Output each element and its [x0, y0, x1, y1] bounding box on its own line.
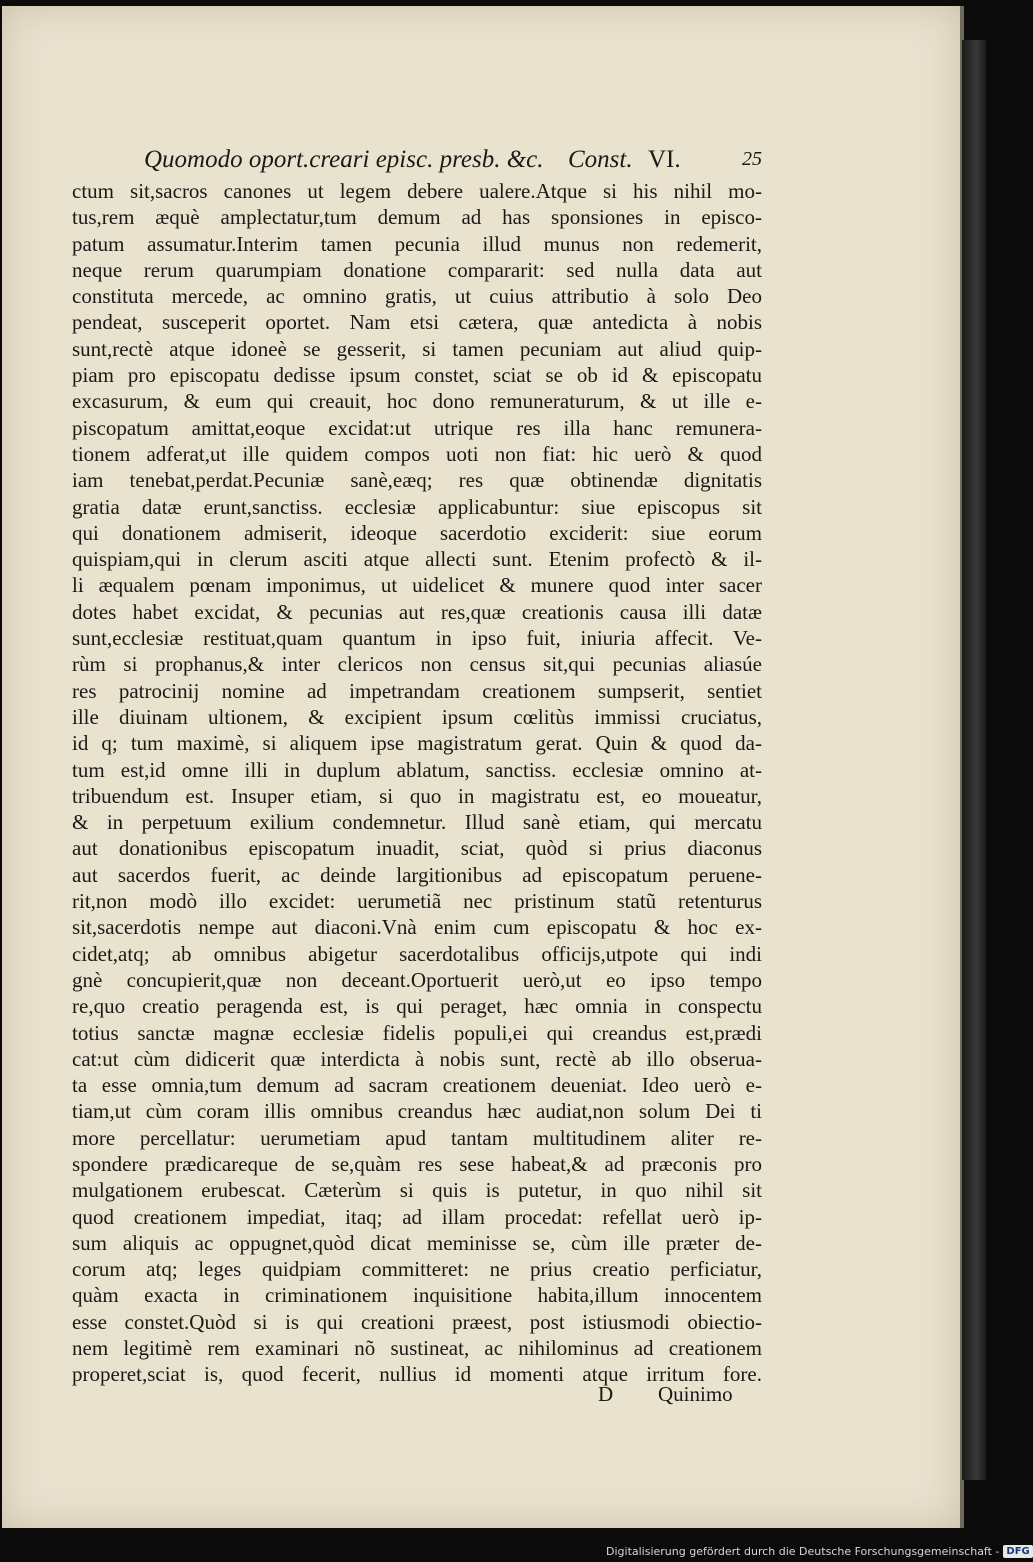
- text-line: qui donationem admiserit, ideoque sacerdotio exciderit: siue eorum: [72, 520, 762, 545]
- catchword: Quinimo: [658, 1382, 733, 1406]
- text-line: sit,sacerdotis nempe aut diaconi.Vnà enim cum episcopatu & hoc ex-: [72, 915, 762, 940]
- text-line: tus,rem æquè amplectatur,tum demum ad has sponsiones in episco-: [72, 205, 762, 230]
- text-line: ille diuinam ultionem, & excipient ipsum cœlitùs immissi cruciatus,: [72, 704, 762, 729]
- text-line: nem legitimè rem examinari nõ sustineat, ac nihilominus ad creationem: [72, 1336, 762, 1361]
- text-line: sum aliquis ac oppugnet,quòd dicat meminisse se, cùm ille præter de-: [72, 1230, 762, 1255]
- text-line: id q; tum maximè, si aliquem ipse magistratum gerat. Quin & quod da-: [72, 731, 762, 756]
- running-title: Quomodo oport.creari episc. presb. &c.: [144, 146, 544, 173]
- body-text: [72, 178, 762, 1388]
- text-line: tum est,id omne illi in duplum ablatum, sanctiss. ecclesiæ omnino at-: [72, 757, 762, 782]
- page-number: 25: [742, 148, 762, 170]
- text-line: rùm si prophanus,& inter clericos non census sit,qui pecunias aliasúe: [72, 652, 762, 677]
- text-line: mulgationem erubescat. Cæterùm si quis is putetur, in quo nihil sit: [72, 1178, 762, 1203]
- dfg-logo: DFG: [1003, 1545, 1032, 1558]
- text-line: res patrocinij nomine ad impetrandam creationem sumpserit, sentiet: [72, 678, 762, 703]
- text-line: tionem adferat,ut ille quidem compos uoti non fiat: hic uerò & quod: [72, 441, 762, 466]
- text-line: piscopatum amittat,eoque excidat:ut utrique res illa hanc remunera-: [72, 415, 762, 440]
- book-page: [2, 6, 964, 1528]
- section-label: Const.: [568, 146, 633, 173]
- text-line: constituta mercede, ac omnino gratis, ut cuius attributio à solo Deo: [72, 284, 762, 309]
- text-line: tribuendum est. Insuper etiam, si quo in magistratu est, eo moueatur,: [72, 783, 762, 808]
- text-line: ta esse omnia,tum demum ad sacram creationem deueniat. Ideo uerò e-: [72, 1073, 762, 1098]
- text-line: sunt,rectè atque idoneè se gesserit, si tamen pecuniam aut aliud quip-: [72, 336, 762, 361]
- text-line: ctum sit,sacros canones ut legem debere ualere.Atque si his nihil mo-: [72, 179, 762, 203]
- text-line: spondere prædicareque de se,quàm res sese habeat,& ad præconis pro: [72, 1151, 762, 1176]
- signature-mark: D: [598, 1382, 614, 1406]
- text-line: dotes habet excidat, & pecunias aut res,quæ creationis causa illi datæ: [72, 599, 762, 624]
- text-line: & in perpetuum exilium condemnetur. Illud sanè etiam, qui mercatu: [72, 810, 762, 835]
- text-line: quod creationem impediat, itaq; ad illam procedat: refellat uerò ip-: [72, 1204, 762, 1229]
- text-line: gnè concupierit,quæ non deceant.Oportuerit uerò,ut eo ipso tempo: [72, 967, 762, 992]
- text-line: gratia datæ erunt,sanctiss. ecclesiæ applicabuntur: siue episcopus sit: [72, 494, 762, 519]
- text-line: li æqualem pœnam imponimus, ut uidelicet & munere quod inter sacer: [72, 573, 762, 598]
- text-line: aut sacerdos fuerit, ac deinde largitionibus ad episcopatum peruene-: [72, 862, 762, 887]
- text-line: tiam,ut cùm coram illis omnibus creandus hæc audiat,non solum Dei ti: [72, 1099, 762, 1124]
- text-line: more percellatur: uerumetiam apud tantam multitudinem aliter re-: [72, 1125, 762, 1150]
- text-line: piam pro episcopatu dedisse ipsum constet, sciat se ob id & episcopatu: [72, 363, 762, 388]
- text-line: properet,sciat is, quod fecerit, nullius id momenti atque irritum fore.: [72, 1362, 762, 1387]
- text-line: iam tenebat,perdat.Pecuniæ sanè,eæq; res quæ obtinendæ dignitatis: [72, 468, 762, 493]
- text-line: re,quo creatio peragenda est, is qui peraget, hæc omnia in conspectu: [72, 994, 762, 1019]
- footer-text: Digitalisierung gefördert durch die Deutsche Forschungsgemeinschaft -: [606, 1544, 1000, 1558]
- text-line: aut donationibus episcopatum inuadit, sciat, quòd si prius diaconus: [72, 836, 762, 861]
- text-line: cidet,atq; ab omnibus abigetur sacerdotalibus officijs,utpote qui indi: [72, 941, 762, 966]
- running-header: [144, 146, 774, 182]
- footer-credit: [606, 1542, 1033, 1560]
- text-line: pendeat, susceperit oportet. Nam etsi cætera, quæ antedicta à nobis: [72, 310, 762, 335]
- text-line: totius sanctæ magnæ ecclesiæ fidelis populi,ei qui creandus est,prædi: [72, 1020, 762, 1045]
- text-line: esse constet.Quòd si is qui creationi præest, post istiusmodi obiectio-: [72, 1309, 762, 1334]
- text-line: sunt,ecclesiæ restituat,quam quantum in ipso fuit, iniuria affecit. Ve-: [72, 626, 762, 651]
- section-number: VI.: [648, 146, 681, 173]
- text-line: quispiam,qui in clerum asciti atque allecti sunt. Etenim profectò & il-: [72, 547, 762, 572]
- text-line: patum assumatur.Interim tamen pecunia illud munus non redemerit,: [72, 231, 762, 256]
- scan-edge: [962, 40, 986, 1480]
- text-line: excasurum, & eum qui creauit, hoc dono remuneraturum, & ut ille e-: [72, 389, 762, 414]
- text-line: cat:ut cùm didicerit quæ interdicta à nobis sunt, rectè ab illo obserua-: [72, 1046, 762, 1071]
- text-line: rit,non modò illo excidet: uerumetiã nec pristinum statũ retenturus: [72, 889, 762, 914]
- text-line: corum atq; leges quidpiam committeret: ne prius creatio perficiatur,: [72, 1257, 762, 1282]
- text-line: quàm exacta in criminationem inquisitione habita,illum innocentem: [72, 1283, 762, 1308]
- text-line: neque rerum quarumpiam donatione compararit: sed nulla data aut: [72, 257, 762, 282]
